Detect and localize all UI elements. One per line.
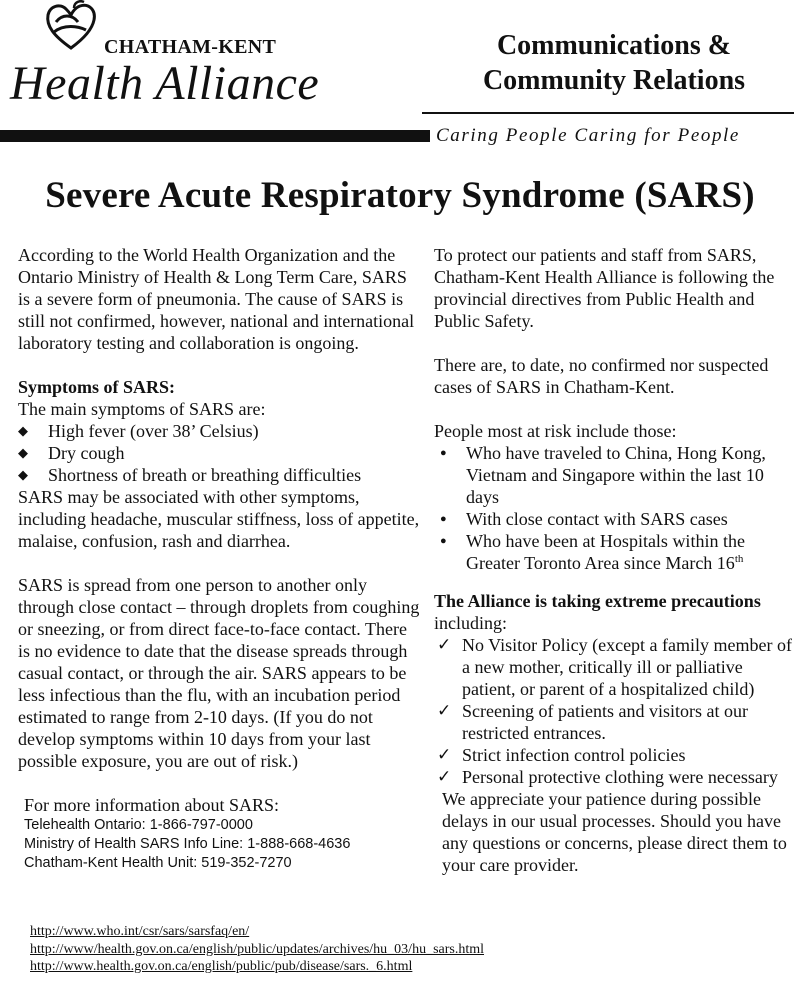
link-who[interactable]: http://www.who.int/csr/sars/sarsfaq/en/ (30, 924, 250, 939)
logo (10, 0, 410, 130)
page-title: Severe Acute Respiratory Syndrome (SARS) (45, 175, 755, 216)
contact-line: Chatham-Kent Health Unit: 519-352-7270 (24, 855, 292, 871)
contact-line: Telehealth Ontario: 1-866-797-0000 (24, 817, 253, 833)
closing-paragraph: We appreciate your patience during possible delays in our usual processes. Should you have any questions or concerns, please direct them to your care provider. (442, 789, 787, 875)
department-title (444, 28, 784, 98)
org-short-name: CHATHAM-KENT (104, 36, 277, 58)
right-column (434, 244, 800, 876)
header-divider-tick (422, 130, 428, 142)
other-symptoms-paragraph: SARS may be associated with other symptoms, including headache, muscular stiffness, loss of appetite, malaise, confusion, rash and diarrhea. (18, 487, 420, 551)
link-health-archive[interactable]: http://www/health.gov.on.ca/english/public/updates/archives/hu_03/hu_sars.html (30, 941, 485, 957)
slogan: Caring People Caring for People (436, 125, 740, 146)
list-item: ✓ Personal protective clothing were necessary (434, 766, 800, 788)
list-item: ◆ Dry cough (18, 442, 423, 464)
precautions-lead: including: (434, 613, 507, 633)
list-item: ◆ High fever (over 38’ Celsius) (18, 420, 423, 442)
precautions-list (434, 634, 800, 788)
no-cases-paragraph: There are, to date, no confirmed nor suspected cases of SARS in Chatham-Kent. (434, 355, 769, 397)
protect-paragraph: To protect our patients and staff from SARS, Chatham-Kent Health Alliance is following the provincial directives from Public Health and Public Safety. (434, 245, 775, 331)
superscript: th (734, 553, 744, 565)
list-item: ◆ Shortness of breath or breathing difficulties (18, 464, 423, 486)
department-line-1: Communications & (496, 30, 732, 61)
risk-item-text: Who have been at Hospitals within the Greater Toronto Area since March 16 (466, 531, 745, 573)
org-name: Health Alliance (10, 57, 320, 110)
symptoms-lead: The main symptoms of SARS are: (18, 399, 266, 419)
symptoms-heading: Symptoms of SARS: (18, 377, 176, 397)
list-item: ● With close contact with SARS cases (434, 508, 800, 530)
reference-links (30, 923, 590, 976)
left-column (18, 244, 423, 873)
spread-paragraph: SARS is spread from one person to another only through close contact – through droplets from coughing or sneezing, or from direct face-to-face contact. There is no evidence to date that the disease spreads through casual contact, or through the air. SARS appears to be less infectious than the flu, with an incubation period estimated to range from 2-10 days. (If you do not develop symptoms within 10 days from your last possible exposure, you are out of risk.) (18, 575, 420, 771)
list-item: ● Who have traveled to China, Hong Kong, Vietnam and Singapore within the last 10 days (434, 442, 800, 508)
list-item: ✓ Screening of patients and visitors at our restricted entrances. (434, 700, 800, 744)
intro-paragraph: According to the World Health Organization and the Ontario Ministry of Health & Long Term Care, SARS is a severe form of pneumonia. The cause of SARS is still not confirmed, however, national and international laboratory testing and collaboration is ongoing. (18, 245, 415, 353)
list-item (434, 530, 800, 574)
heart-logo-icon (44, 0, 98, 52)
contact-line: Ministry of Health SARS Info Line: 1-888-668-4636 (24, 836, 351, 852)
risk-list (434, 442, 800, 574)
precautions-heading: The Alliance is taking extreme precautions (434, 591, 761, 611)
list-item: ✓ No Visitor Policy (except a family member of a new mother, critically ill or palliative patient, or parent of a hospitalized child) (434, 634, 800, 700)
department-line-2: Community Relations (482, 65, 746, 96)
link-health-sars[interactable]: http://www.health.gov.on.ca/english/public/pub/disease/sars._6.html (30, 959, 413, 974)
header-divider-thick (0, 130, 430, 142)
more-info-heading: For more information about SARS: (24, 795, 279, 815)
symptoms-list (18, 420, 423, 486)
risk-lead: People most at risk include those: (434, 421, 677, 441)
header-divider-thin (422, 112, 794, 114)
list-item: ✓ Strict infection control policies (434, 744, 800, 766)
contact-list (18, 816, 423, 873)
